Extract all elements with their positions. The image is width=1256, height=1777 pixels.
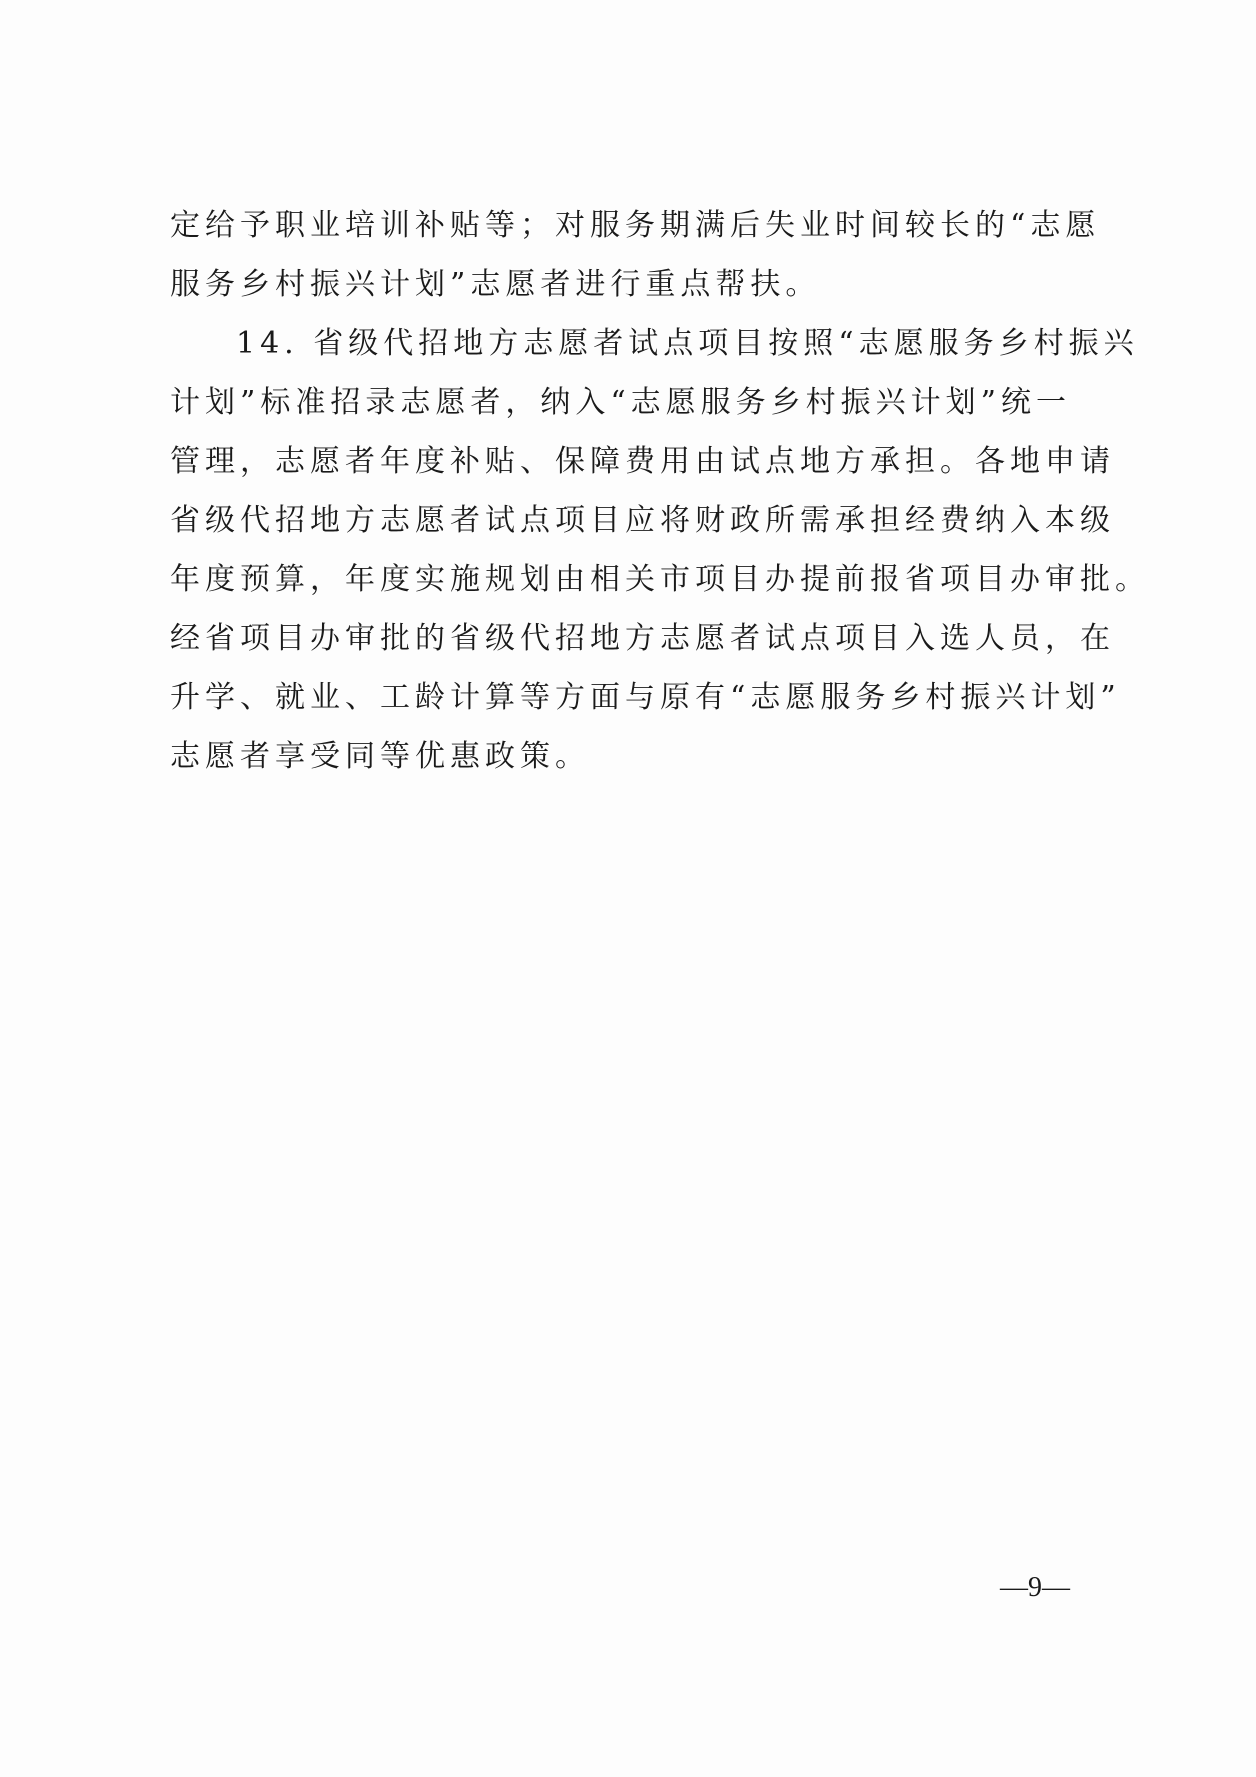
body-text <box>170 196 1150 786</box>
text-line: 服务乡村振兴计划”志愿者进行重点帮扶。 <box>170 267 821 302</box>
text-line: 年度预算，年度实施规划由相关市项目办提前报省项目办审批。 <box>170 562 1150 597</box>
text-line: 计划”标准招录志愿者，纳入“志愿服务乡村振兴计划”统一 <box>170 385 1072 420</box>
text-line: 省级代招地方志愿者试点项目应将财政所需承担经费纳入本级 <box>170 503 1115 538</box>
text-line: 升学、就业、工龄计算等方面与原有“志愿服务乡村振兴计划” <box>170 680 1121 715</box>
text-line: 志愿者享受同等优惠政策。 <box>170 739 590 774</box>
text-line: 定给予职业培训补贴等；对服务期满后失业时间较长的“志愿 <box>170 208 1101 243</box>
text-line: 管理，志愿者年度补贴、保障费用由试点地方承担。各地申请 <box>170 444 1115 479</box>
text-line-paragraph-start: 14. 省级代招地方志愿者试点项目按照“志愿服务乡村振兴 <box>236 326 1139 361</box>
text-line: 经省项目办审批的省级代招地方志愿者试点项目入选人员，在 <box>170 621 1115 656</box>
page-number: —9— <box>1000 1572 1070 1603</box>
